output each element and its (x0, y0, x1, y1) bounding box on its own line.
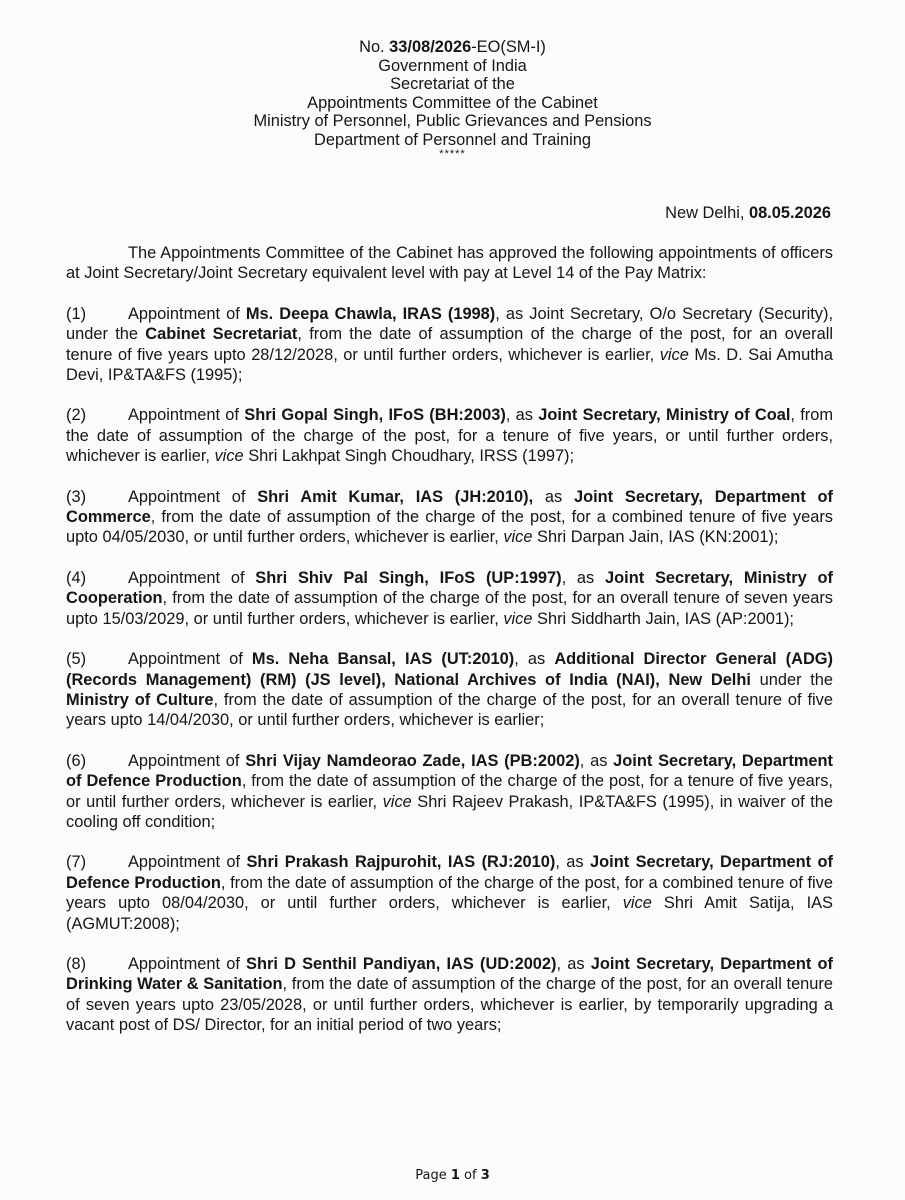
appointment-paragraph-1: (1) Appointment of Ms. Deepa Chawla, IRAS (1998), as Joint Secretary, O/o Secretary (Security), under the Cabinet Secretariat, from the date of assumption of the charge of the post, for an overall tenure of five years upto 28/12/2028, or until further orders, whichever is earlier, vice Ms. D. Sai Amutha Devi, IP&TA&FS (1995); (66, 304, 833, 385)
header-government: Government of India (378, 56, 527, 75)
paragraph-number: (5) (66, 650, 87, 669)
paragraph-number: (8) (66, 954, 87, 973)
header-department: Department of Personnel and Training (314, 130, 591, 149)
paragraph-number: (1) (66, 304, 87, 323)
appointment-paragraph-2: (2) Appointment of Shri Gopal Singh, IFoS (BH:2003), as Joint Secretary, Ministry of Coal, from the date of assumption of the charge of the post, for a tenure of five years, or until further orders, whichever is earlier, vice Shri Lakhpat Singh Choudhary, IRSS (1997); (66, 406, 833, 466)
paragraph-number: (6) (66, 751, 87, 770)
header-stars: ***** (439, 148, 466, 160)
intro-paragraph: The Appointments Committee of the Cabinet has approved the following appointments of officers at Joint Secretary/Joint Secretary equivalent level with pay at Level 14 of the Pay Matrix: (66, 244, 833, 283)
document-header (0, 38, 905, 159)
paragraph-number: (4) (66, 568, 87, 587)
paragraph-number: (2) (66, 406, 87, 425)
header-committee: Appointments Committee of the Cabinet (307, 93, 598, 112)
appointment-paragraph-3: (3) Appointment of Shri Amit Kumar, IAS (JH:2010), as Joint Secretary, Department of Commerce, from the date of assumption of the charge of the post, for a combined tenure of five years upto 04/05/2030, or until further orders, whichever is earlier, vice Shri Darpan Jain, IAS (KN:2001); (66, 487, 834, 547)
appointment-paragraph-7: (7) Appointment of Shri Prakash Rajpurohit, IAS (RJ:2010), as Joint Secretary, Department of Defence Production, from the date of assumption of the charge of the post, for a combined tenure of five years upto 08/04/2030, or until further orders, whichever is earlier, vice Shri Amit Satija, IAS (AGMUT:2008); (66, 853, 833, 933)
appointment-paragraph-8: (8) Appointment of Shri D Senthil Pandiyan, IAS (UD:2002), as Joint Secretary, Department of Drinking Water & Sanitation, from the date of assumption of the charge of the post, for an overall tenure of seven years upto 23/05/2028, or until further orders, whichever is earlier, by temporarily upgrading a vacant post of DS/ Director, for an initial period of two years; (66, 954, 833, 1035)
appointment-paragraph-5: (5) Appointment of Ms. Neha Bansal, IAS (UT:2010), as Additional Director General (ADG) (Records Management) (RM) (JS level), National Archives of India (NAI), New Delhi under the Ministry of Culture, from the date of assumption of the charge of the post, for an overall tenure of five years upto 14/04/2030, or until further orders, whichever is earlier; (66, 650, 833, 730)
order-number: No. 33/08/2026-EO(SM-I) (359, 38, 546, 56)
issue-date: New Delhi, 08.05.2026 (665, 204, 831, 222)
appointment-paragraph-4: (4) Appointment of Shri Shiv Pal Singh, IFoS (UP:1997), as Joint Secretary, Ministry of Cooperation, from the date of assumption of the charge of the post, for an overall tenure of seven years upto 15/03/2029, or until further orders, whichever is earlier, vice Shri Siddharth Jain, IAS (AP:2001); (66, 568, 833, 628)
document-body (66, 243, 833, 1056)
header-ministry: Ministry of Personnel, Public Grievances and Pensions (253, 112, 652, 130)
paragraph-number: (3) (66, 487, 87, 506)
paragraph-number: (7) (66, 853, 87, 872)
appointment-paragraph-6: (6) Appointment of Shri Vijay Namdeorao Zade, IAS (PB:2002), as Joint Secretary, Department of Defence Production, from the date of assumption of the charge of the post, for a tenure of five years, or until further orders, whichever is earlier, vice Shri Rajeev Prakash, IP&TA&FS (1995), in waiver of the cooling off condition; (66, 751, 833, 831)
header-secretariat: Secretariat of the (390, 75, 515, 93)
page-footer: Page 1 of 3 (415, 1168, 490, 1183)
